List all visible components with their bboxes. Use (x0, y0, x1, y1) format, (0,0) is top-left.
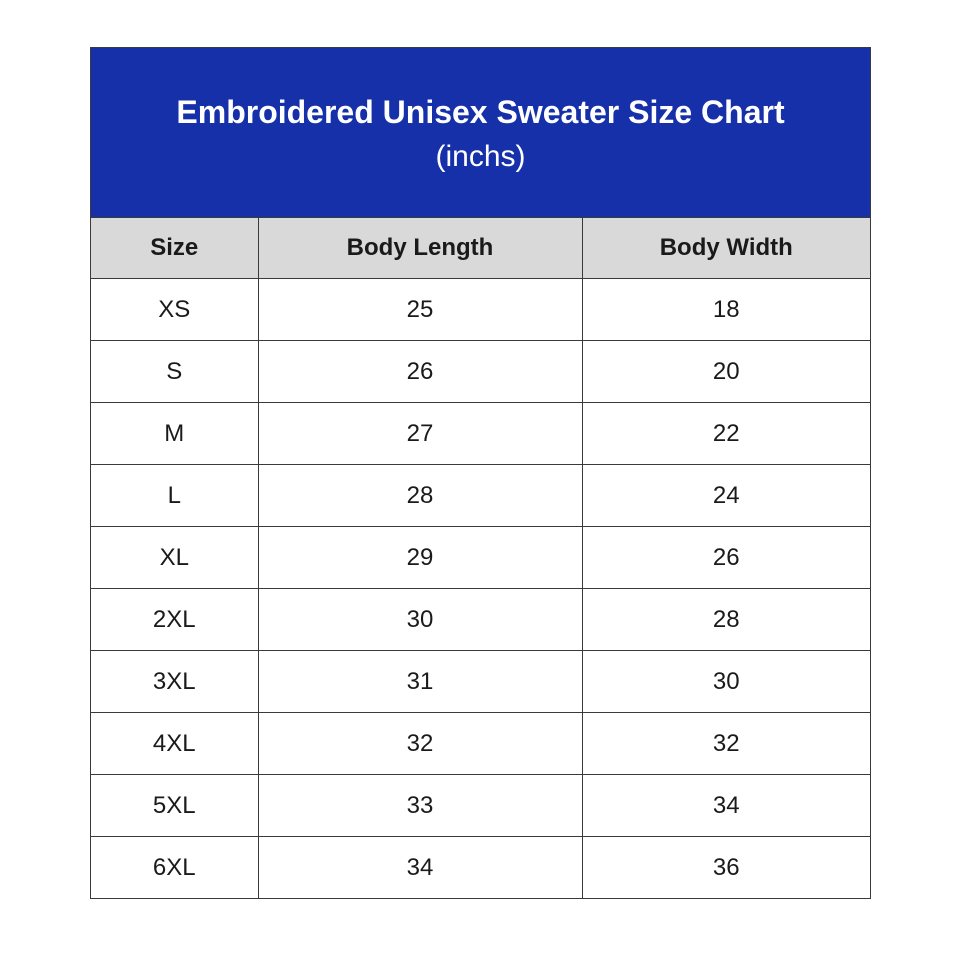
table-row (91, 651, 870, 713)
column-header-size: Size (91, 218, 258, 279)
size-cell: 3XL (91, 651, 258, 713)
body-length-cell: 28 (258, 465, 582, 527)
size-cell: M (91, 403, 258, 465)
size-chart (90, 47, 871, 899)
size-cell: S (91, 341, 258, 403)
body-width-cell: 36 (582, 837, 870, 899)
size-cell: 5XL (91, 775, 258, 837)
chart-title: Embroidered Unisex Sweater Size Chart (176, 94, 785, 130)
size-cell: 2XL (91, 589, 258, 651)
table-row (91, 775, 870, 837)
table-row (91, 837, 870, 899)
body-length-cell: 29 (258, 527, 582, 589)
column-header-body-length: Body Length (258, 218, 582, 279)
body-length-cell: 30 (258, 589, 582, 651)
table-row (91, 341, 870, 403)
body-width-cell: 18 (582, 279, 870, 341)
size-table (91, 217, 870, 898)
size-cell: L (91, 465, 258, 527)
body-length-cell: 34 (258, 837, 582, 899)
table-row (91, 279, 870, 341)
body-width-cell: 32 (582, 713, 870, 775)
body-length-cell: 32 (258, 713, 582, 775)
body-width-cell: 28 (582, 589, 870, 651)
body-width-cell: 22 (582, 403, 870, 465)
body-length-cell: 31 (258, 651, 582, 713)
column-header-body-width: Body Width (582, 218, 870, 279)
table-row (91, 713, 870, 775)
chart-header-banner (91, 48, 870, 217)
body-width-cell: 26 (582, 527, 870, 589)
table-row (91, 527, 870, 589)
size-cell: 4XL (91, 713, 258, 775)
body-length-cell: 27 (258, 403, 582, 465)
table-row (91, 403, 870, 465)
chart-subtitle: (inchs) (435, 140, 526, 173)
size-cell: XS (91, 279, 258, 341)
size-cell: XL (91, 527, 258, 589)
body-length-cell: 25 (258, 279, 582, 341)
body-width-cell: 34 (582, 775, 870, 837)
table-row (91, 465, 870, 527)
body-width-cell: 20 (582, 341, 870, 403)
size-cell: 6XL (91, 837, 258, 899)
body-width-cell: 30 (582, 651, 870, 713)
table-row (91, 589, 870, 651)
table-header-row (91, 218, 870, 279)
body-length-cell: 33 (258, 775, 582, 837)
body-width-cell: 24 (582, 465, 870, 527)
body-length-cell: 26 (258, 341, 582, 403)
